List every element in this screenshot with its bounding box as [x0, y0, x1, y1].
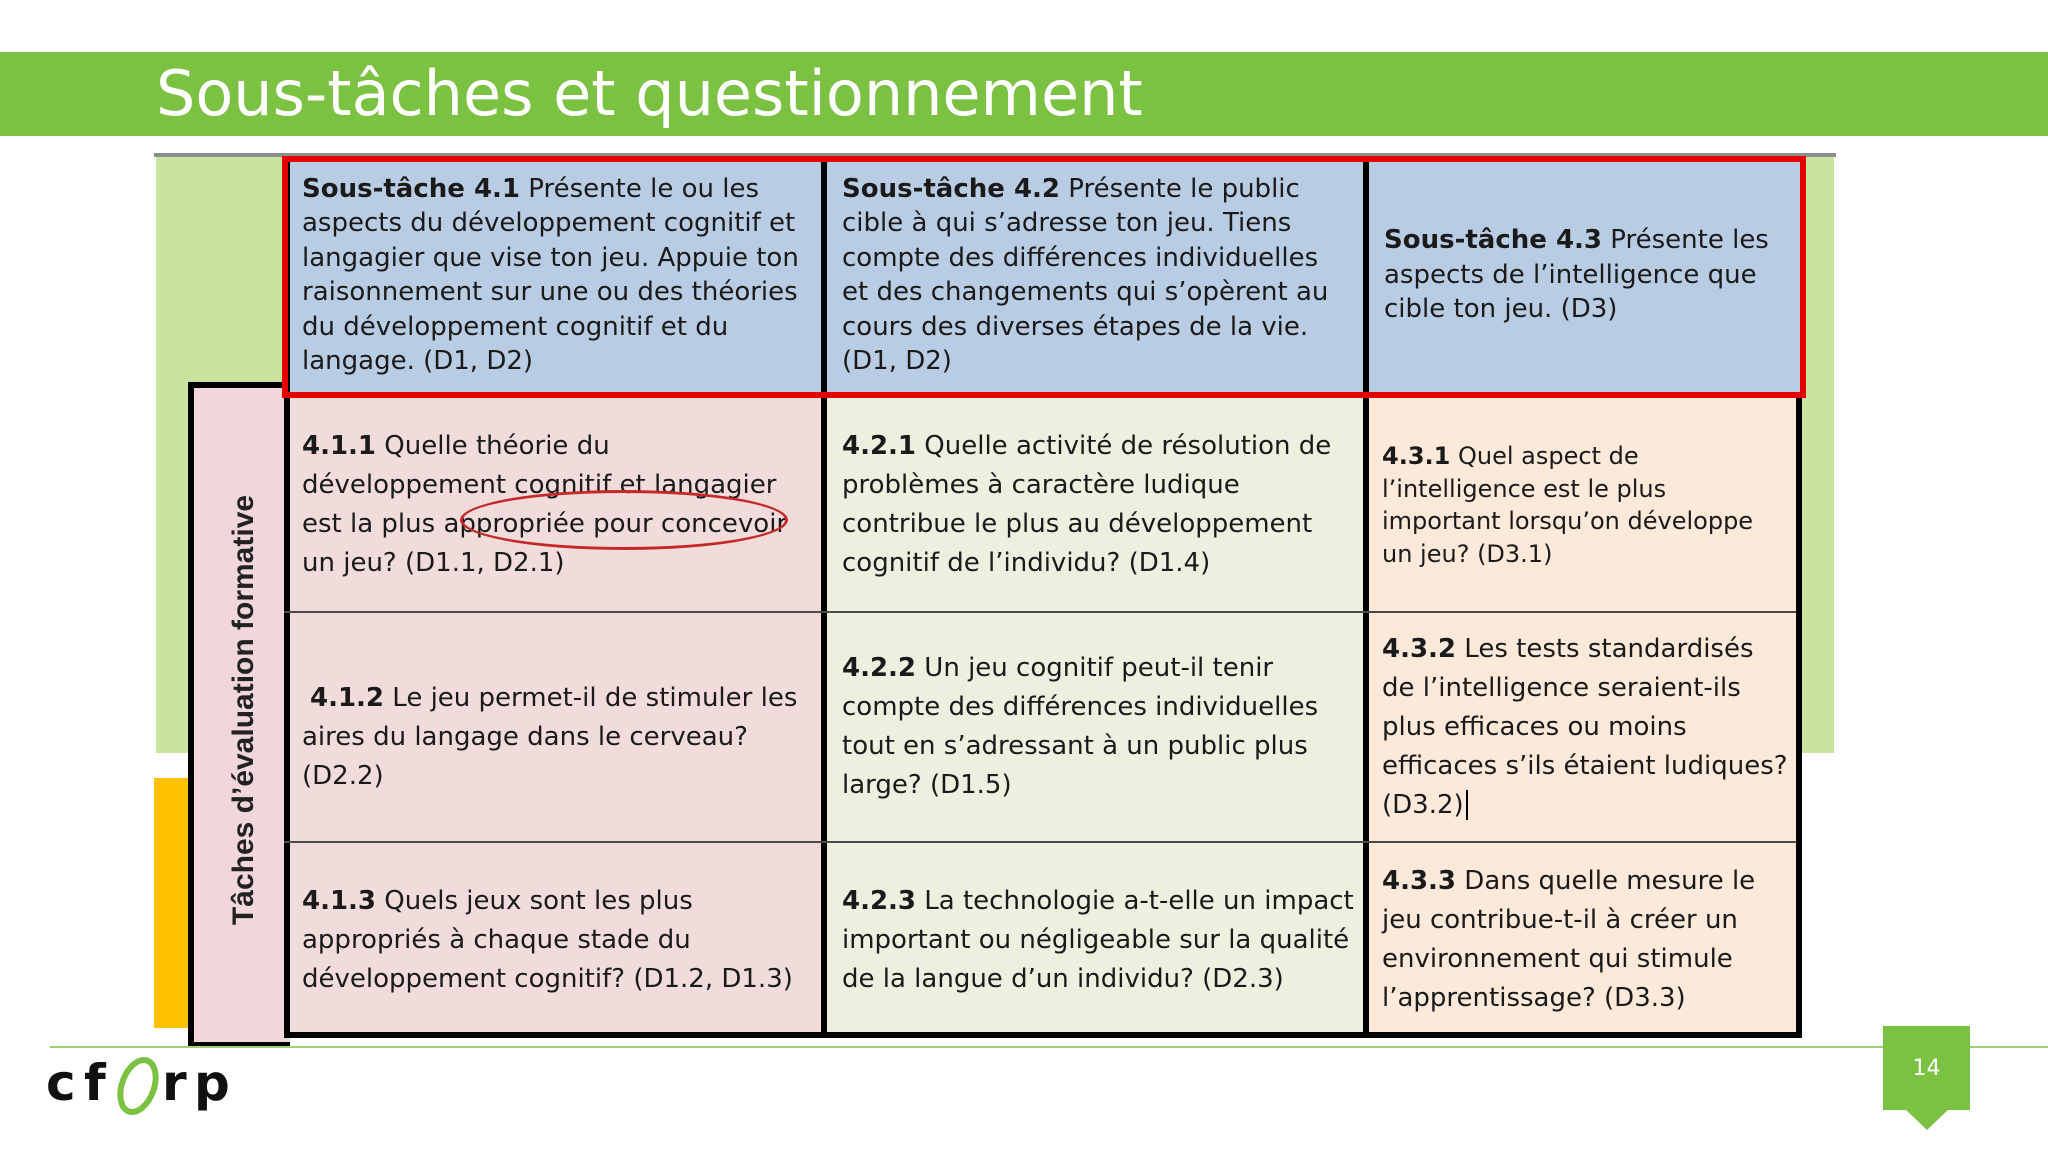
question-id: 4.1.2	[310, 682, 385, 713]
question-cell-4-3-1	[1366, 398, 1802, 612]
question-cell-4-2-2	[824, 612, 1366, 842]
question-cell-4-3-3	[1366, 842, 1802, 1038]
question-id: 4.1.3	[302, 885, 377, 916]
accent-bar	[154, 778, 188, 1028]
question-id: 4.3.1	[1382, 442, 1451, 470]
grid-line	[1796, 394, 1802, 1038]
svg-text:p: p	[194, 1054, 230, 1112]
page-number: 14	[1883, 1026, 1970, 1110]
header-text: Présente le ou les aspects du développement cognitif et langagier que vise ton jeu. Appuie ton raisonnement sur une ou des théories du développement cognitif et du langage. (D1, D2)	[302, 173, 799, 376]
question-cell-4-2-1	[824, 398, 1366, 612]
cforp-logo	[46, 1048, 236, 1122]
title-bar	[0, 52, 2048, 136]
question-id: 4.2.1	[842, 431, 917, 461]
question-id: 4.2.2	[842, 653, 917, 683]
header-id: Sous-tâche 4.2	[842, 173, 1061, 204]
logo-mark-icon	[46, 1048, 236, 1122]
question-text: Quels jeux sont les plus appropriés à chaque stade du développement cognitif? (D1.2, D1.3)	[302, 885, 793, 994]
question-text: Dans quelle mesure le jeu contribue-t-il à créer un environnement qui stimule l’apprentissage? (D3.3)	[1382, 866, 1756, 1013]
header-id: Sous-tâche 4.1	[302, 173, 521, 204]
header-text: Présente le public cible à qui s’adresse ton jeu. Tiens compte des différences individuelles et des changements qui s’opèrent au cours des diverses étapes de la vie. (D1, D2)	[842, 173, 1329, 376]
grid-line	[284, 1032, 1802, 1038]
question-text: La technologie a-t-elle un impact important ou négligeable sur la qualité de la langue d’un individu? (D2.3)	[842, 885, 1354, 994]
question-id: 4.1.1	[302, 431, 377, 461]
question-cell-4-1-3	[284, 842, 824, 1038]
highlight-box	[282, 156, 1806, 398]
question-text: Le jeu permet-il de stimuler les aires du langage dans le cerveau? (D2.2)	[302, 682, 798, 791]
svg-text:f: f	[84, 1054, 106, 1112]
header-id: Sous-tâche 4.3	[1384, 225, 1603, 256]
side-label-text: Tâches d’évaluation formative	[227, 494, 260, 926]
svg-text:c: c	[46, 1054, 76, 1112]
question-cell-4-2-3	[824, 842, 1366, 1038]
page-number-pointer	[1904, 1108, 1950, 1130]
slide-title: Sous-tâches et questionnement	[156, 57, 1143, 130]
question-id: 4.3.2	[1382, 633, 1457, 664]
question-cell-4-3-2	[1366, 612, 1802, 842]
grid-line	[284, 611, 1802, 613]
svg-text:r: r	[162, 1054, 187, 1112]
question-text: Les tests standardisés de l’intelligence seraient-ils plus efficaces ou moins efficaces s’ils étaient ludiques? (D3.2)	[1382, 633, 1788, 820]
highlight-ellipse	[460, 490, 788, 550]
question-text: Un jeu cognitif peut-il tenir compte des différences individuelles tout en s’adressant à un public plus large? (D1.5)	[842, 653, 1319, 800]
question-text: Quelle théorie du développement cognitif et langagier est la plus appropriée pour concevoir un jeu? (D1.1, D2.1)	[302, 431, 788, 578]
question-text: Quelle activité de résolution de problèmes à caractère ludique contribue le plus au développement cognitif de l’individu? (D1.4)	[842, 431, 1332, 578]
text-cursor	[1466, 790, 1468, 820]
question-id: 4.3.3	[1382, 866, 1457, 896]
header-text: Présente les aspects de l’intelligence que cible ton jeu. (D3)	[1384, 225, 1769, 325]
question-id: 4.2.3	[842, 885, 917, 916]
question-text: Quel aspect de l’intelligence est le plus important lorsqu’on développe un jeu? (D3.1)	[1382, 442, 1754, 568]
grid-line	[284, 841, 1802, 843]
question-cell-4-1-2	[284, 612, 824, 842]
footer-divider	[50, 1046, 2048, 1048]
